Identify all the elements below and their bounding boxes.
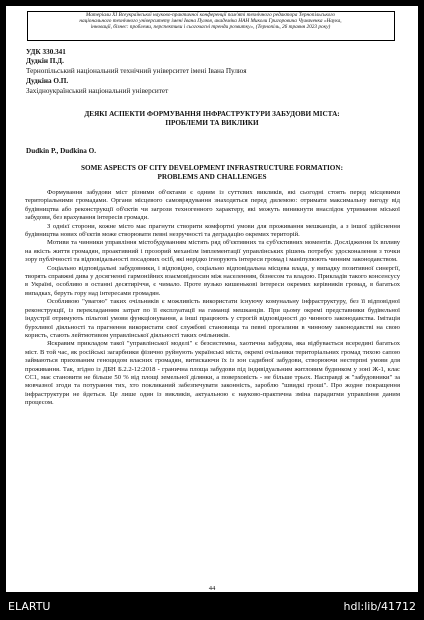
paragraph: Соціально відповідальні забудовники, і відповідно, соціально відповідальна місцева влада, у випадку позитивної синергії, творять справжні дива у досягненні гармонійних взаємовідносин між населенням, бізнесом та владою. Прикладів такого консенсусу в Україні, особливо в останні десятиріччя, є чимало. Проте вузько кишенькові інтереси окремих керівників громад, в багатьох випадках, беруть гору над інтересами громадян. bbox=[25, 264, 400, 297]
document-page bbox=[6, 6, 418, 592]
paragraph: З однієї сторони, кожне місто має прагнути створити комфортні умови для проживання мешканців, а з іншої здійснення будівництва нових об'єктів може створювати певні незручності та деградацію окремих територій. bbox=[25, 222, 400, 239]
conference-header bbox=[30, 12, 391, 30]
paragraph: Мотиви та чинники управління містобудуванням містять ряд об'єктивних та суб'єктивних моментів. Дослідження їх впливу на якість життя громадян, проактивний і прозорий механізм імплементації управлінських рішень потребує удосконалення з точки зору публічності та відповідальності посадових осіб, які нерідко ігнорують інтереси громад і маніпулюють чинним законодавством. bbox=[25, 239, 400, 264]
author-2-affiliation: Західноукраїнський національний університет bbox=[26, 87, 169, 95]
handle-identifier: hdl:lib/41712 bbox=[343, 600, 416, 613]
title-ua-line-1: ДЕЯКІ АСПЕКТИ ФОРМУВАННЯ ІНФРАСТРУКТУРИ ЗАБУДОВИ МІСТА: bbox=[84, 110, 340, 118]
article-body bbox=[25, 189, 400, 408]
header-line: інновації, бізнес: проблеми, перспективи і сьогочасні тренди розвитку», (Тернопіль, 26 травня 2023 року) bbox=[90, 24, 331, 31]
paragraph: Особливою "увагою" таких очільників є можливість використати існуючу комунальну інфраструктуру, без її відповідної реконструкції, із перекладанням затрат по її експлуатації на гаманці мешканців. При цьому окремі представники будівельної індустрії отримують пільгові умови функціонування, а інші працюють у строгій відповідності до чинного законодавства. Імітація бурхливої діяльності та прагнення використати свої службові становища та певні прогалини в чинному законодавстві на свою користь, стають лейтмотивом управлінської діяльності таких очільників. bbox=[25, 298, 400, 339]
paragraph: Формування забудови міст різними об'єктами є одним із суттєвих викликів, які сьогодні стоять перед місцевими територіальними громадами. Органи місцевого самоврядування знаходяться перед дилемою: отримати максимальну вигоду від будівництва або реконструкції об'єктів чи загрози техногенного характеру, які можуть виникнути внаслідок утримання міської забудови, без врахування інтересів громади. bbox=[25, 189, 400, 222]
author-1-affiliation: Тернопільський національний технічний університет імені Івана Пулюя bbox=[26, 67, 247, 75]
page-number: 44 bbox=[208, 585, 216, 592]
title-en-line-2: PROBLEMS AND CHALLENGES bbox=[157, 173, 267, 181]
repository-label: ELARTU bbox=[8, 600, 51, 613]
title-ua-line-2: ПРОБЛЕМИ ТА ВИКЛИКИ bbox=[165, 119, 259, 127]
author-2-name: Дудкіна О.П. bbox=[26, 77, 69, 85]
udk-code: УДК 330.341 bbox=[26, 48, 66, 56]
authors-en: Dudkin P., Dudkina O. bbox=[26, 147, 97, 155]
author-1-name: Дудкін П.Д. bbox=[26, 57, 64, 65]
header-line: Матеріали XI Всеукраїнської науково-практичної конференції пам'яті технічного редактора Тернопільського bbox=[85, 12, 336, 18]
paragraph: Яскравим прикладом такої "управлінської моделі" є безсистемна, хаотична забудова, яка відбувається всередині багатьох міст. В той час, як російські загарбники фізично руйнують українські міста, окремі очільники територіальних громад тихою сапою займаються прихованим геноцидом власних громадян, витискаючи їх із зон садибної забудови, створюючи нестерпні умови для проживання. Так, згідно із ДБН Б.2.2-12:2018 - гранична площа забудови під індивідуальним житловим будинком у зоні Ж-1, клас СС1, має становити не більше 50 % від площі земельної ділянки, а поверховість - не більше трьох. Насправді ж "забудовники" за мовчазної згоди та потурання тих, хто покликаний забезпечувати законність, зароблю "швидкі гроші". Про жодне покращення інфраструктури не йдеться. Це лише один із викликів, актуальною є науково-практична зміна парадигми управління даним процесом. bbox=[25, 340, 400, 407]
header-line: національного технічного університету імені Івана Пулюя, академіка НАН Миколи Григоровича Чумаченка «Наука, bbox=[79, 18, 342, 25]
title-en-line-1: SOME ASPECTS OF CITY DEVELOPMENT INFRASTRUCTURE FORMATION: bbox=[81, 164, 343, 172]
